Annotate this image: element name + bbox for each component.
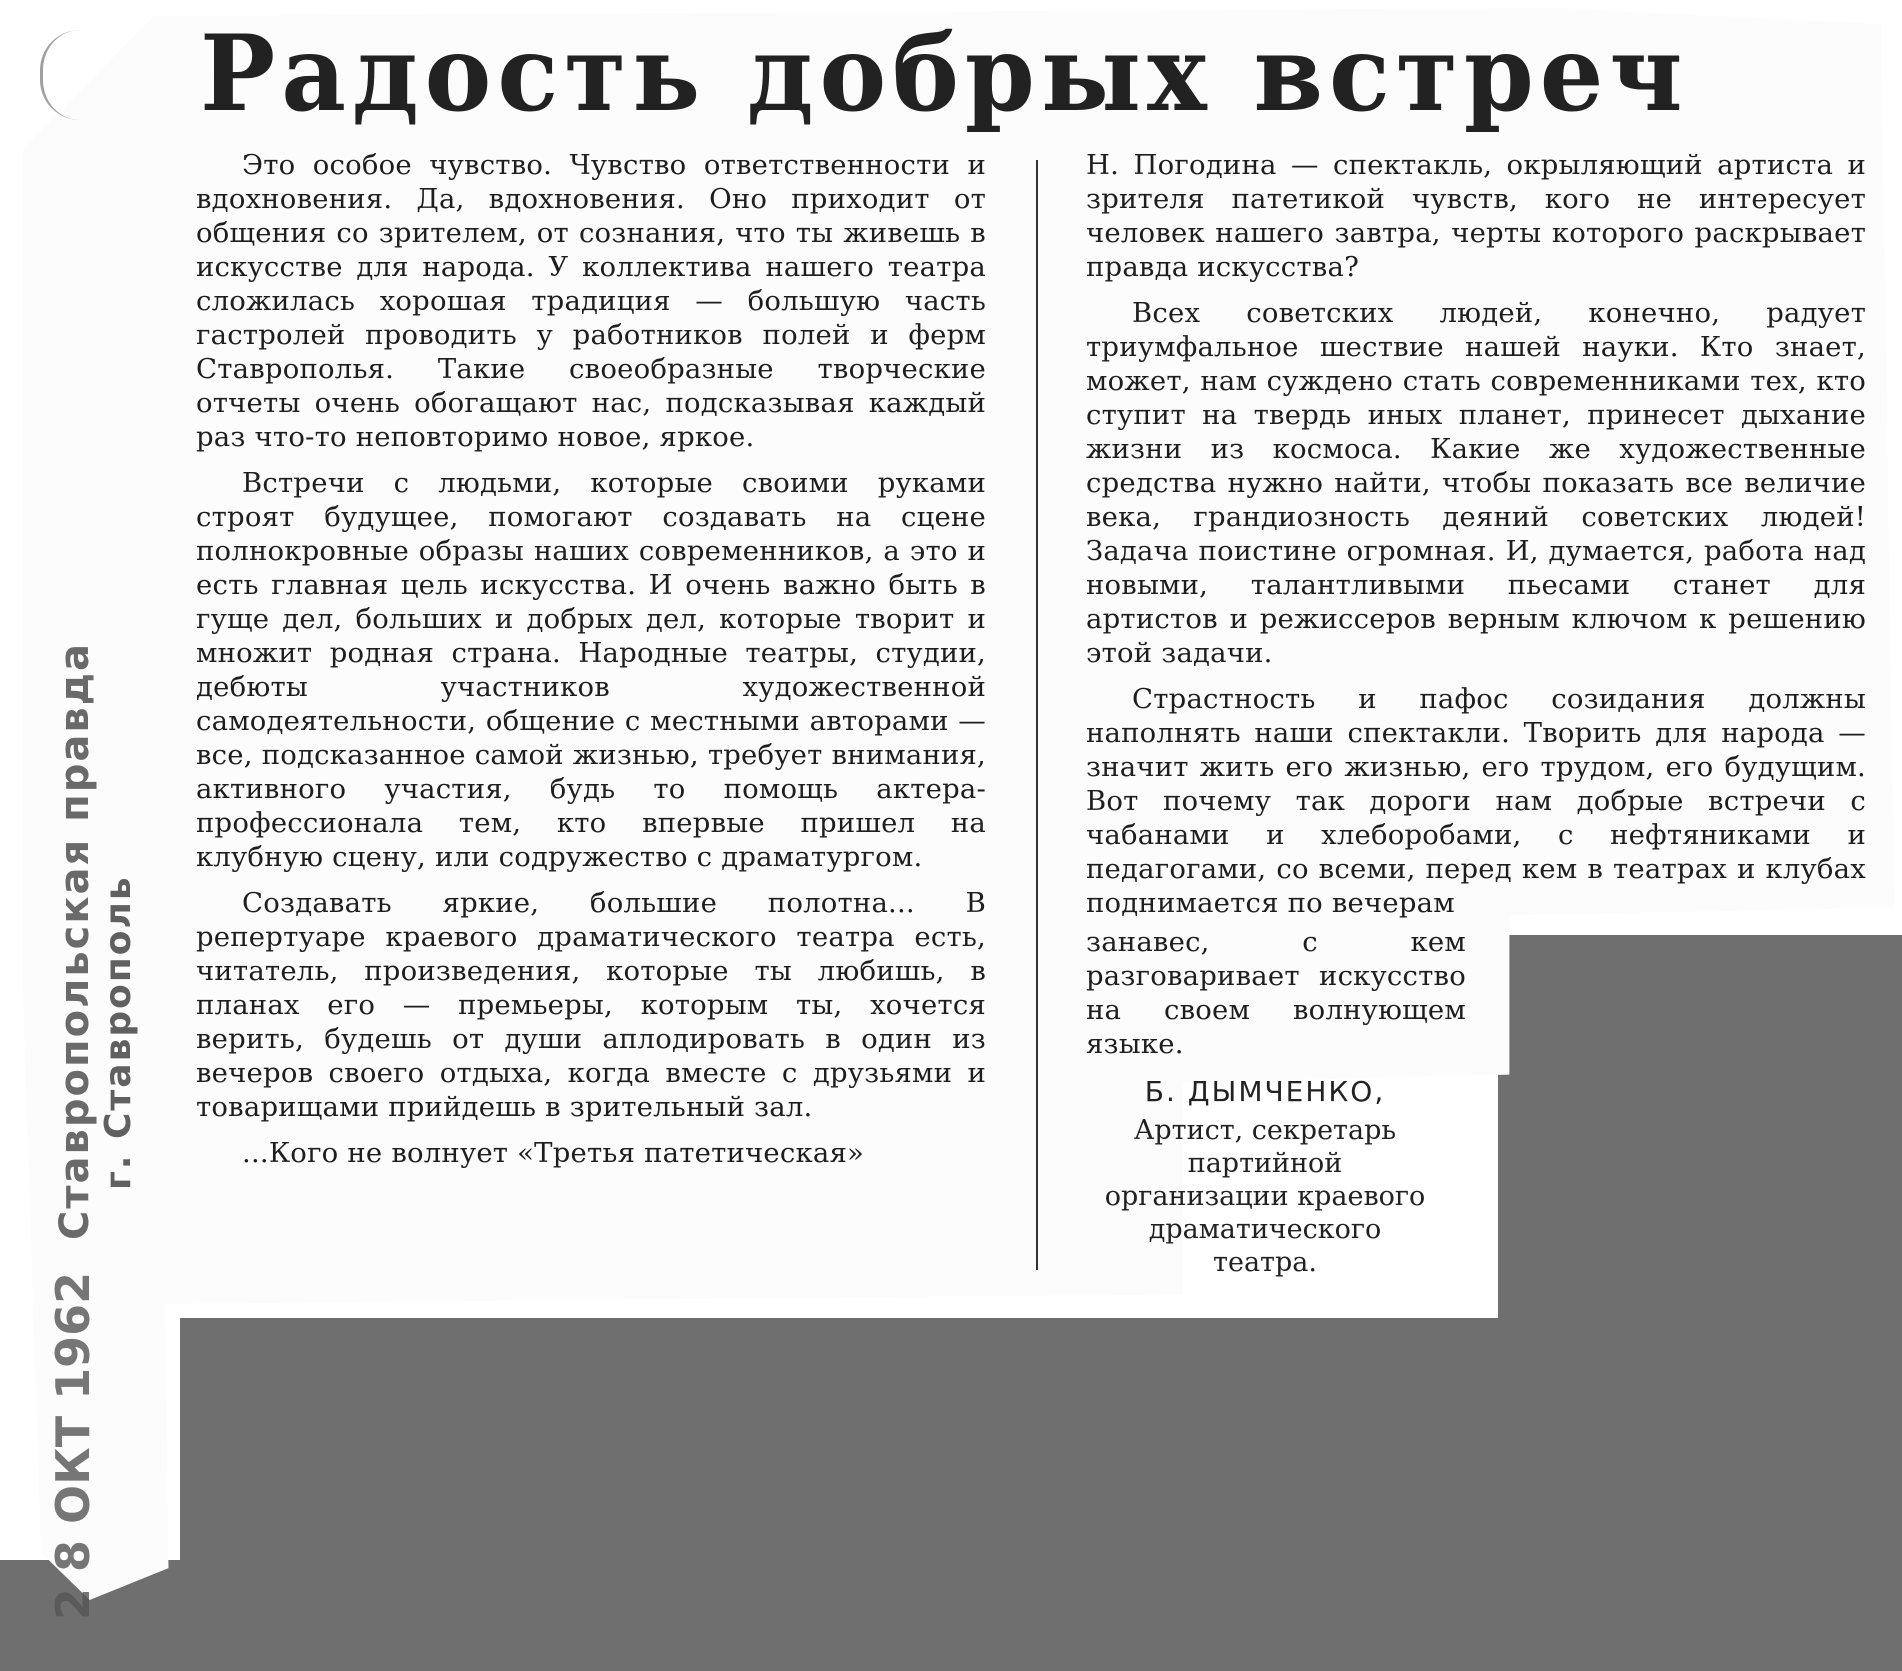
paragraph: Н. Погодина — спектакль, окрыляющий артиста и зрителя патетикой чувств, кого не интересует человек нашего завтра, черты которого раскрывает правда искусства?: [1086, 149, 1866, 283]
signature-block: [1100, 1075, 1430, 1279]
article-column-1: [196, 148, 986, 1182]
background-right: [1498, 935, 1902, 1335]
paragraph: Страстность и пафос созидания должны наполнять наши спектакли. Творить для народа — значит жить его жизнью, его трудом, его будущим. Вот почему так дороги нам добрые встречи с чабанами и хлеборобами, с нефтяниками и педагогами, со всеми, перед кем в театрах и клубах поднимается по вечерам: [1086, 683, 1866, 919]
column-divider: [1036, 160, 1038, 1270]
author-role: Артист, секретарь партийной организации краевого драматического театра.: [1104, 1115, 1426, 1278]
paragraph: Встречи с людьми, которые своими руками строят будущее, помогают создавать на сцене полнокровные образы наших современников, а это и есть главная цель искусства. И очень важно быть в гуще дел, больших и добрых дел, которые творит и множит родная страна. Народные театры, студии, дебюты участников художественной самодеятельности, общение с местными авторами — все, подсказанное самой жизнью, требует внимания, активного участия, будь то помощь актера-профессионала тем, кто впервые пришел на клубную сцену, или содружество с драматургом.: [196, 467, 986, 873]
paragraph: Создавать яркие, большие полотна... В репертуаре краевого драматического театра есть, читатель, произведения, которые ты любишь, в планах его — премьеры, которым ты, хочется верить, будешь от души аплодировать в один из вечеров своего отдыха, когда вместе с друзьями и товарищами прийдешь в зрительный зал.: [196, 887, 986, 1123]
article-column-2-tail: [1086, 925, 1466, 1073]
pencil-mark: [40, 30, 113, 120]
paragraph: Всех советских людей, конечно, радует триумфальное шествие нашей науки. Кто знает, может, нам суждено стать современниками тех, кто ступит на твердь иных планет, принесет дыхание жизни из космоса. Какие же художественные средства нужно найти, чтобы показать все величие века, грандиозность деяний советских людей! Задача поистине огромная. И, думается, работа над новыми, талантливыми пьесами станет для артистов и режиссеров верным ключом к решению этой задачи.: [1086, 297, 1866, 669]
newspaper-name: Ставропольская правда: [51, 642, 98, 1240]
paragraph: Это особое чувство. Чувство ответственности и вдохновения. Да, вдохновения. Оно приходит от общения со зрителем, от сознания, что ты живешь в искусстве для народа. У коллектива нашего театра сложилась хорошая традиция — большую часть гастролей проводить у работников полей и ферм Ставрополья. Такие своеобразные творческие отчеты очень обогащают нас, подсказывая каждый раз что-то неповторимо новое, яркое.: [196, 149, 986, 453]
author-name: Б. ДЫМЧЕНКО,: [1144, 1075, 1386, 1108]
article-headline: Радость добрых встреч: [200, 11, 1689, 135]
paragraph: ...Кого не волнует «Третья патетическая»: [242, 1137, 865, 1169]
date-stamp: 2 8 ОКТ 1962: [46, 1271, 100, 1620]
paragraph: занавес, с кем разговаривает искусство на своем волнующем языке.: [1086, 926, 1466, 1060]
background-bottom: [180, 1318, 1902, 1671]
margin-stamp: [40, 410, 150, 1620]
article-column-2: [1086, 148, 1866, 932]
city-name: г. Ставрополь: [97, 875, 139, 1190]
